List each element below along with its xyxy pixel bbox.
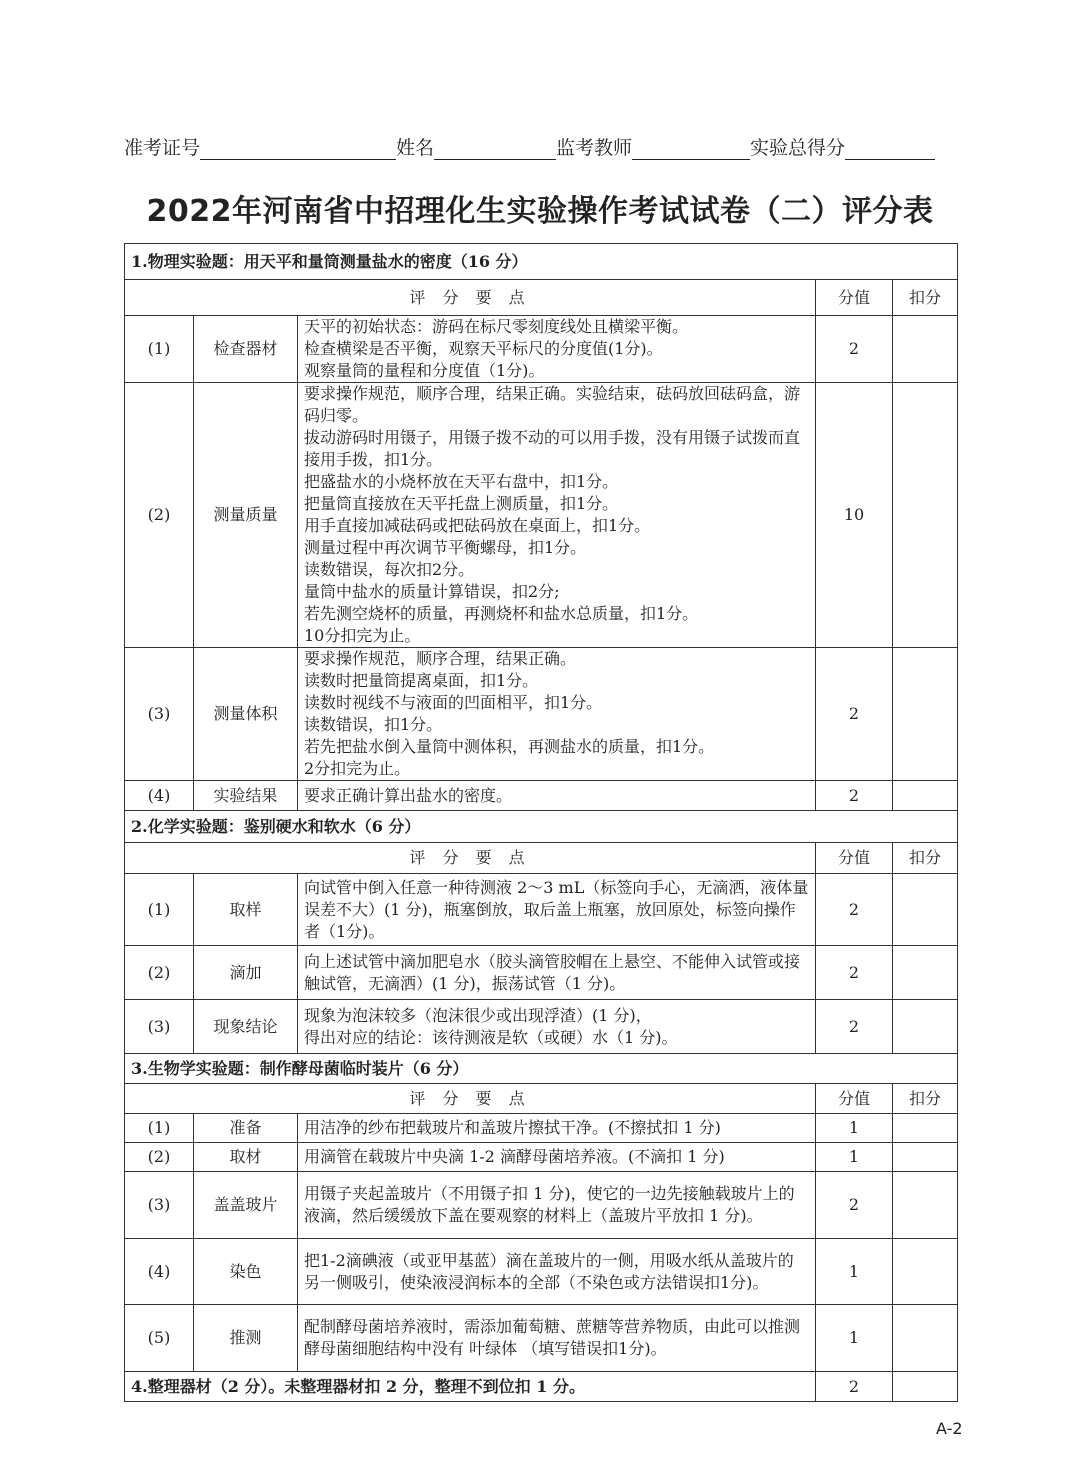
row-description <box>298 1239 816 1305</box>
deduct-cell[interactable] <box>893 648 958 781</box>
table-row <box>125 1172 958 1239</box>
section-1-title: 1.物理实验题：用天平和量筒测量盐水的密度（16 分） <box>125 244 958 280</box>
row-score: 2 <box>816 946 893 1000</box>
row-item: 实验结果 <box>194 781 298 811</box>
section-3-title: 3.生物学实验题：制作酵母菌临时装片（6 分） <box>125 1054 958 1084</box>
row-number: (3) <box>125 1172 194 1239</box>
score-column-header: 分值 <box>816 843 893 874</box>
description-line: 若先把盐水倒入量筒中测体积，再测盐水的质量，扣1分。 <box>304 737 715 756</box>
row-description <box>298 781 816 811</box>
row-item: 取样 <box>194 874 298 946</box>
row-number: (1) <box>125 316 194 383</box>
admission-number-label: 准考证号 <box>124 137 201 159</box>
description-line: 读数时把量筒提离桌面，扣1分。 <box>304 671 539 690</box>
deduct-cell[interactable] <box>893 781 958 811</box>
section-title-row <box>125 811 958 843</box>
description-line: 把盛盐水的小烧杯放在天平右盘中，扣1分。 <box>304 472 619 491</box>
table-row <box>125 1000 958 1054</box>
description-line: 把1-2滴碘液（或亚甲基蓝）滴在盖玻片的一侧，用吸水纸从盖玻片的另一侧吸引，使染液浸润标本的全部（不染色或方法错误扣1分)。 <box>304 1250 794 1292</box>
row-description <box>298 383 816 648</box>
deduct-cell[interactable] <box>893 874 958 946</box>
description-line: 配制酵母菌培养液时，需添加葡萄糖、蔗糖等营养物质，由此可以推测酵母菌细胞结构中没有 叶绿体 （填写错误扣1分)。 <box>304 1317 801 1358</box>
row-number: (4) <box>125 1239 194 1305</box>
description-line: 观察量筒的量程和分度值（1分)。 <box>304 361 545 380</box>
table-row <box>125 781 958 811</box>
table-row <box>125 874 958 946</box>
deduct-cell[interactable] <box>893 1000 958 1054</box>
description-line: 测量过程中再次调节平衡螺母，扣1分。 <box>304 538 587 557</box>
description-line: 若先测空烧杯的质量，再测烧杯和盐水总质量，扣1分。 <box>304 604 699 623</box>
row-item: 现象结论 <box>194 1000 298 1054</box>
description-line: 要求操作规范，顺序合理，结果正确。实验结束，砝码放回砝码盒，游码归零。 <box>304 384 801 425</box>
description-line: 2分扣完为止。 <box>304 759 411 778</box>
row-number: (1) <box>125 1114 194 1143</box>
row-score: 2 <box>816 781 893 811</box>
row-description <box>298 316 816 383</box>
description-line: 天平的初始状态：游码在标尺零刻度线处且横梁平衡。 <box>304 317 689 336</box>
row-item: 测量体积 <box>194 648 298 781</box>
total-score-field[interactable] <box>845 139 935 160</box>
name-field[interactable] <box>434 139 556 160</box>
row-score: 10 <box>816 383 893 648</box>
scoring-table <box>124 243 958 1402</box>
description-line: 向上述试管中滴加肥皂水（胶头滴管胶帽在上悬空、不能伸入试管或接触试管，无滴洒）(1 分)，振荡试管（1 分)。 <box>304 951 801 993</box>
row-item: 准备 <box>194 1114 298 1143</box>
name-label: 姓名 <box>396 137 435 159</box>
row-score: 1 <box>816 1143 893 1172</box>
table-row <box>125 1143 958 1172</box>
row-number: (2) <box>125 1143 194 1172</box>
deduct-cell[interactable] <box>893 1114 958 1143</box>
row-number: (2) <box>125 946 194 1000</box>
row-number: (2) <box>125 383 194 648</box>
table-row <box>125 316 958 383</box>
row-score: 2 <box>816 648 893 781</box>
description-line: 要求操作规范，顺序合理，结果正确。 <box>304 649 577 668</box>
score-column-header: 分值 <box>816 280 893 316</box>
section-4-title: 4.整理器材（2 分）。未整理器材扣 2 分，整理不到位扣 1 分。 <box>125 1372 816 1402</box>
candidate-info-header <box>124 133 980 160</box>
row-description <box>298 1305 816 1372</box>
row-score: 2 <box>816 1372 893 1402</box>
table-row <box>125 648 958 781</box>
deduct-column-header: 扣分 <box>893 280 958 316</box>
description-line: 得出对应的结论：该待测液是软（或硬）水（1 分)。 <box>304 1027 678 1047</box>
row-description <box>298 1000 816 1054</box>
table-row <box>125 1372 958 1402</box>
description-line: 检查横梁是否平衡，观察天平标尺的分度值(1分)。 <box>304 339 663 358</box>
section-2-title: 2.化学实验题：鉴别硬水和软水（6 分） <box>125 811 958 843</box>
score-column-header: 分值 <box>816 1084 893 1114</box>
row-score: 2 <box>816 874 893 946</box>
column-header-row <box>125 1084 958 1114</box>
row-item: 检查器材 <box>194 316 298 383</box>
description-line: 用洁净的纱布把载玻片和盖玻片擦拭干净。(不擦拭扣 1 分) <box>304 1118 721 1137</box>
deduct-cell[interactable] <box>893 946 958 1000</box>
description-line: 现象为泡沫较多（泡沫很少或出现浮渣）(1 分)， <box>304 1005 652 1025</box>
table-row <box>125 383 958 648</box>
table-row <box>125 1305 958 1372</box>
row-description <box>298 648 816 781</box>
page-title: 2022年河南省中招理化生实验操作考试试卷（二）评分表 <box>146 194 934 229</box>
deduct-cell[interactable] <box>893 316 958 383</box>
row-score: 2 <box>816 316 893 383</box>
description-line: 读数错误，扣1分。 <box>304 715 443 734</box>
row-description <box>298 874 816 946</box>
row-description <box>298 1143 816 1172</box>
description-line: 读数时视线不与液面的凹面相平，扣1分。 <box>304 693 603 712</box>
total-score-label: 实验总得分 <box>750 137 846 159</box>
row-item: 推测 <box>194 1305 298 1372</box>
row-item: 测量质量 <box>194 383 298 648</box>
row-score: 1 <box>816 1239 893 1305</box>
row-description <box>298 1114 816 1143</box>
deduct-column-header: 扣分 <box>893 843 958 874</box>
row-number: (1) <box>125 874 194 946</box>
points-column-header: 评 分 要 点 <box>125 280 816 316</box>
row-item: 取材 <box>194 1143 298 1172</box>
deduct-cell[interactable] <box>893 1372 958 1402</box>
row-score: 2 <box>816 1172 893 1239</box>
table-row <box>125 946 958 1000</box>
section-title-row <box>125 244 958 280</box>
points-column-header: 评 分 要 点 <box>125 843 816 874</box>
proctor-label: 监考教师 <box>556 137 633 159</box>
description-line: 向试管中倒入任意一种待测液 2～3 mL（标签向手心，无滴洒，液体量误差不大）(1 分)，瓶塞倒放，取后盖上瓶塞，放回原处，标签向操作者（1分)。 <box>304 877 809 941</box>
description-line: 要求正确计算出盐水的密度。 <box>304 785 513 805</box>
row-item: 盖盖玻片 <box>194 1172 298 1239</box>
row-item: 滴加 <box>194 946 298 1000</box>
description-line: 用滴管在载玻片中央滴 1-2 滴酵母菌培养液。(不滴扣 1 分) <box>304 1147 725 1166</box>
deduct-cell[interactable] <box>893 1143 958 1172</box>
admission-number-field[interactable] <box>200 139 396 160</box>
table-row <box>125 1239 958 1305</box>
points-column-header: 评 分 要 点 <box>125 1084 816 1114</box>
row-number: (4) <box>125 781 194 811</box>
row-number: (5) <box>125 1305 194 1372</box>
deduct-cell[interactable] <box>893 1172 958 1239</box>
description-line: 10分扣完为止。 <box>304 626 421 645</box>
row-number: (3) <box>125 1000 194 1054</box>
description-line: 用手直接加减砝码或把砝码放在桌面上，扣1分。 <box>304 516 651 535</box>
section-title-row <box>125 1054 958 1084</box>
column-header-row <box>125 280 958 316</box>
description-line: 把量筒直接放在天平托盘上测质量，扣1分。 <box>304 494 619 513</box>
deduct-column-header: 扣分 <box>893 1084 958 1114</box>
proctor-field[interactable] <box>632 139 750 160</box>
description-line: 读数错误，每次扣2分。 <box>304 560 475 579</box>
row-description <box>298 1172 816 1239</box>
description-line: 用镊子夹起盖玻片（不用镊子扣 1 分)，使它的一边先接触载玻片上的液滴，然后缓缓放下盖在要观察的材料上（盖玻片平放扣 1 分)。 <box>304 1184 795 1225</box>
description-line: 拔动游码时用镊子，用镊子拨不动的可以用手拨，没有用镊子试拨而直接用手拨，扣1分。 <box>304 428 801 469</box>
column-header-row <box>125 843 958 874</box>
row-number: (3) <box>125 648 194 781</box>
row-score: 1 <box>816 1305 893 1372</box>
page-number: A-2 <box>936 1419 963 1438</box>
deduct-cell[interactable] <box>893 1305 958 1372</box>
deduct-cell[interactable] <box>893 383 958 648</box>
row-description <box>298 946 816 1000</box>
row-score: 2 <box>816 1000 893 1054</box>
deduct-cell[interactable] <box>893 1239 958 1305</box>
row-score: 1 <box>816 1114 893 1143</box>
table-row <box>125 1114 958 1143</box>
row-item: 染色 <box>194 1239 298 1305</box>
description-line: 量筒中盐水的质量计算错误，扣2分; <box>304 582 560 601</box>
